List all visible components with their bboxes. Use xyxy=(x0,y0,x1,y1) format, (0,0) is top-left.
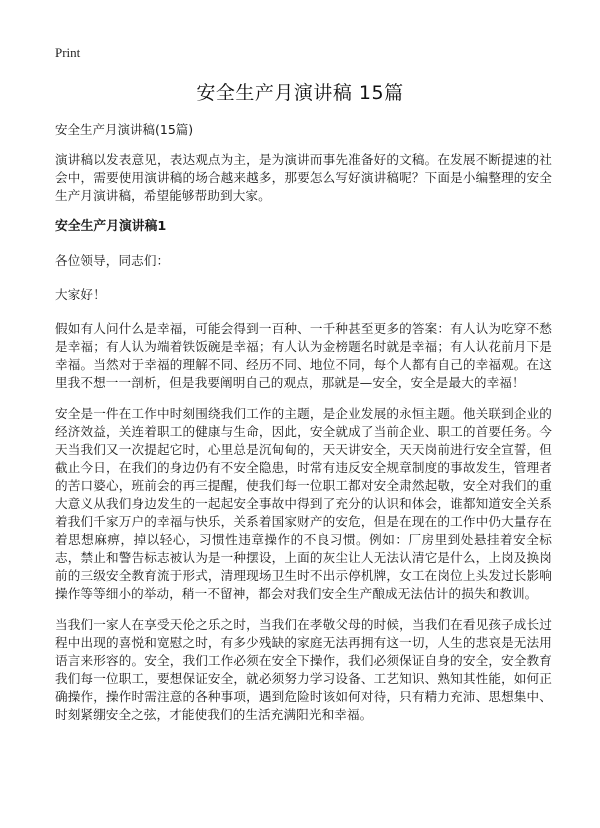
document-body xyxy=(55,121,552,737)
document-subtitle: 安全生产月演讲稿(15篇) xyxy=(55,122,194,137)
body-paragraph: 当我们一家人在享受天伦之乐之时，当我们在孝敬父母的时候，当我们在看见孩子成长过程中出现的喜悦和宽慰之时，有多少残缺的家庭无法再拥有这一切，人生的悲哀是无法用语言来形容的。安全，我们工作必须在安全下操作，我们必须保证自身的安全，安全教育我们每一位职工，要想保证安全，就必须努力学习设备、工艺知识、熟知其性能，如何正确操作，操作时需注意的各种事项，遇到危险时该如何对待，只有精力充沛、思想集中、时刻紧绷安全之弦，才能使我们的生活充满阳光和幸福。 xyxy=(55,617,552,722)
body-paragraph: 安全是一件在工作中时刻围绕我们工作的主题，是企业发展的永恒主题。他关联到企业的经济效益，关连着职工的健康与生命，因此，安全就成了当前企业、职工的首要任务。今天当我们又一次提起它时，心里总是沉甸甸的，天天讲安全，天天岗前进行安全宣誓，但截止今日，在我们的身边仍有不安全隐患，时常有违反安全规章制度的事故发生，管理者的苦口婆心，班前会的再三提醒，使我们每一位职工都对安全肃然起敬，安全对我们的重大意义从我们身边发生的一起起安全事故中得到了充分的认识和体会，谁都知道安全关系着我们千家万户的幸福与快乐，关系着国家财产的安危，但是在现在的工作中仍大量存在着思想麻痹，掉以轻心，习惯性违章操作的不良习惯。例如：厂房里到处悬挂着安全标志，禁止和警告标志被认为是一种摆设，上面的灰尘让人无法认清它是什么，上岗及换岗前的三级安全教育流于形式，清理现场卫生时不出示停机牌，女工在岗位上头发过长影响操作等等细小的举动，稍一不留神，都会对我们安全生产酿成无法估计的损失和教训。 xyxy=(55,406,552,601)
salutation-line: 大家好！ xyxy=(55,287,106,302)
print-label: Print xyxy=(55,45,81,60)
greeting-line: 各位领导，同志们： xyxy=(55,253,170,268)
document-title: 安全生产月演讲稿 15篇 xyxy=(196,82,404,104)
intro-paragraph: 演讲稿以发表意见，表达观点为主，是为演讲而事先准备好的文稿。在发展不断提速的社会中，需要使用演讲稿的场合越来越多，那要怎么写好演讲稿呢？下面是小编整理的安全生产月演讲稿，希望能够帮助到大家。 xyxy=(55,152,552,203)
body-paragraph: 假如有人问什么是幸福，可能会得到一百种、一千种甚至更多的答案：有人认为吃穿不愁是幸福；有人认为端着铁饭碗是幸福；有人认为金榜题名时就是幸福；有人认花前月下是幸福。当然对于幸福的理解不同、经历不同、地位不同，每个人都有自己的幸福观。在这里我不想一一剖析，但是我要阐明自己的观点，那就是—安全，安全是最大的幸福！ xyxy=(55,321,552,390)
section-heading: 安全生产月演讲稿1 xyxy=(55,219,167,234)
